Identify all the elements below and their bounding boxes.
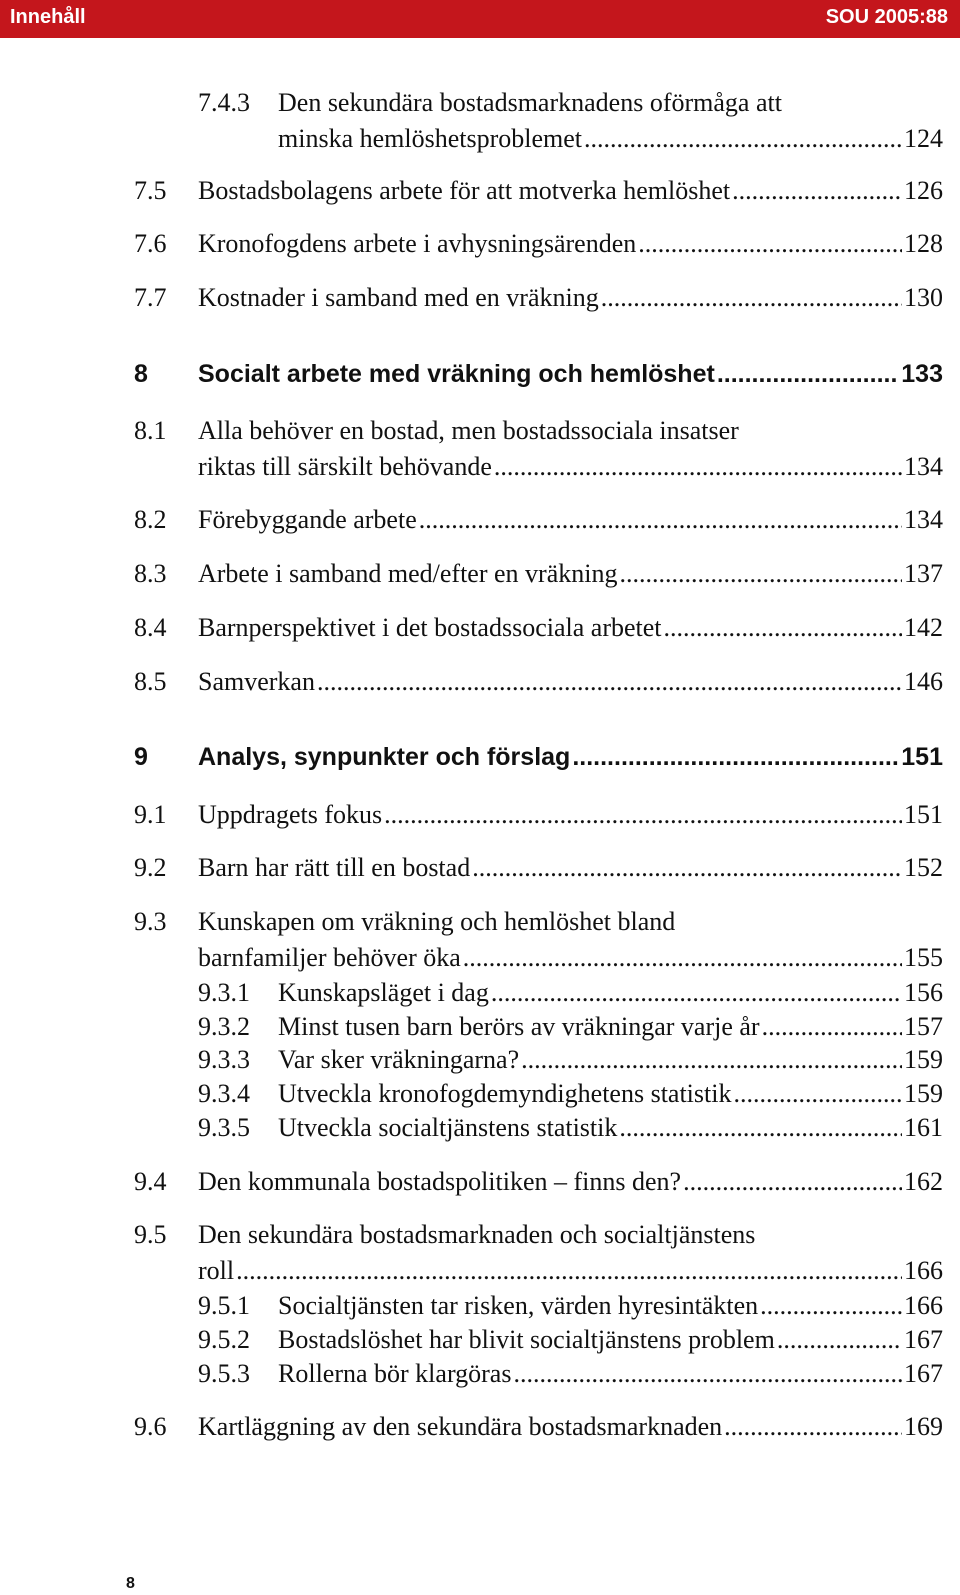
toc-entry-title: Kunskapsläget i dag	[278, 978, 489, 1007]
toc-entry-line	[278, 1113, 943, 1143]
dot-leader	[419, 505, 902, 535]
dot-leader	[584, 124, 902, 154]
dot-leader	[384, 800, 902, 830]
toc-entry-title: Minst tusen barn berörs av vräkningar varje år	[278, 1012, 760, 1041]
toc-entry-line	[198, 559, 943, 589]
header-section-label: Innehåll	[10, 6, 86, 28]
toc-entry-page: 155	[904, 943, 943, 972]
toc-entry-page: 133	[901, 360, 943, 388]
toc-entry-number: 7.5	[134, 176, 167, 205]
toc-entry-title: barnfamiljer behöver öka	[198, 943, 461, 972]
toc-entry-number: 9.5.3	[198, 1359, 250, 1388]
dot-leader	[572, 743, 899, 772]
dot-leader	[601, 283, 902, 313]
toc-entry-number: 9.3.4	[198, 1079, 250, 1108]
toc-entry-page: 159	[904, 1045, 943, 1074]
toc-entry-number: 9.3.3	[198, 1045, 250, 1074]
toc-entry-number: 9.5.1	[198, 1291, 250, 1320]
toc-entry-line	[198, 229, 943, 259]
toc-entry-title: Var sker vräkningarna?	[278, 1045, 520, 1074]
toc-entry-line	[198, 667, 943, 697]
dot-leader	[777, 1325, 902, 1355]
toc-entry-page: 167	[904, 1359, 943, 1388]
toc-entry-title: Uppdragets fokus	[198, 800, 383, 829]
toc-entry-page: 142	[904, 613, 943, 642]
toc-entry-title: Den kommunala bostadspolitiken – finns den?	[198, 1167, 682, 1196]
toc-entry-title: Utveckla socialtjänstens statistik	[278, 1113, 618, 1142]
toc-entry-line	[278, 1079, 943, 1109]
toc-entry-line	[198, 283, 943, 313]
toc-entry-page: 134	[904, 505, 943, 534]
toc-entry-page: 166	[904, 1291, 943, 1320]
toc-entry-number: 9.6	[134, 1412, 167, 1441]
toc-entry-title: Barnperspektivet i det bostadssociala arbetet	[198, 613, 662, 642]
toc-entry-title: Kronofogdens arbete i avhysningsärenden	[198, 229, 637, 258]
toc-entry-title: minska hemlöshetsproblemet	[278, 124, 583, 153]
toc-entry-number: 8.3	[134, 559, 167, 588]
dot-leader	[664, 613, 902, 643]
toc-entry-number: 8.5	[134, 667, 167, 696]
toc-entry-line	[198, 1256, 943, 1286]
toc-entry-number: 9	[134, 743, 148, 771]
toc-entry-page: 161	[904, 1113, 943, 1142]
toc-entry-page: 134	[904, 452, 943, 481]
toc-entry-line	[198, 1167, 943, 1197]
toc-entry-line	[278, 124, 943, 154]
page-header	[0, 0, 960, 38]
toc-entry-line	[278, 978, 943, 1008]
toc-entry-number: 8.2	[134, 505, 167, 534]
dot-leader	[236, 1256, 902, 1286]
toc-entry-line	[198, 743, 943, 772]
dot-leader	[683, 1167, 902, 1197]
toc-entry-number: 8	[134, 360, 148, 388]
toc-entry-line	[278, 1291, 943, 1321]
toc-entry-page: 167	[904, 1325, 943, 1354]
dot-leader	[494, 452, 902, 482]
toc-entry-title: roll	[198, 1256, 235, 1285]
toc-entry-page: 156	[904, 978, 943, 1007]
dot-leader	[491, 978, 902, 1008]
toc-entry-line	[198, 1412, 943, 1442]
dot-leader	[732, 176, 902, 206]
toc-entry-page: 151	[904, 800, 943, 829]
toc-entry-line	[198, 505, 943, 535]
toc-entry-number: 9.3	[134, 907, 167, 936]
dot-leader	[521, 1045, 902, 1075]
page-number: 8	[126, 1575, 135, 1592]
toc-entry-number: 9.2	[134, 853, 167, 882]
toc-entry-title-line: Den sekundära bostadsmarknadens oförmåga att	[278, 88, 782, 117]
toc-entry-title-line: Alla behöver en bostad, men bostadssociala insatser	[198, 416, 739, 445]
toc-entry-line	[198, 853, 943, 883]
toc-entry-line	[198, 943, 943, 973]
toc-entry-page: 169	[904, 1412, 943, 1441]
toc-entry-number: 9.3.2	[198, 1012, 250, 1041]
toc-entry-title: Bostadsbolagens arbete för att motverka hemlöshet	[198, 176, 731, 205]
toc-entry-title: Kartläggning av den sekundära bostadsmarknaden	[198, 1412, 723, 1441]
toc-entry-page: 162	[904, 1167, 943, 1196]
toc-entry-page: 128	[904, 229, 943, 258]
dot-leader	[619, 559, 902, 589]
toc-entry-number: 9.3.5	[198, 1113, 250, 1142]
toc-entry-number: 9.4	[134, 1167, 167, 1196]
toc-entry-title-line: Kunskapen om vräkning och hemlöshet bland	[198, 907, 676, 936]
toc-entry-line	[198, 360, 943, 389]
dot-leader	[463, 943, 902, 973]
toc-entry-line	[198, 176, 943, 206]
toc-entry-page: 159	[904, 1079, 943, 1108]
toc-entry-title: Barn har rätt till en bostad	[198, 853, 471, 882]
toc-entry-page: 130	[904, 283, 943, 312]
toc-entry-number: 8.4	[134, 613, 167, 642]
toc-entry-line	[198, 452, 943, 482]
toc-entry-title: Arbete i samband med/efter en vräkning	[198, 559, 618, 588]
toc-entry-page: 126	[904, 176, 943, 205]
toc-entry-title: Förebyggande arbete	[198, 505, 417, 534]
toc-entry-title: Bostadslöshet har blivit socialtjänstens problem	[278, 1325, 775, 1354]
toc-entry-title-line: Den sekundära bostadsmarknaden och socialtjänstens	[198, 1220, 756, 1249]
toc-entry-page: 151	[901, 743, 943, 771]
dot-leader	[762, 1012, 902, 1042]
toc-entry-title: Socialt arbete med vräkning och hemlöshet	[198, 360, 715, 388]
toc-entry-line	[278, 1045, 943, 1075]
dot-leader	[317, 667, 902, 697]
toc-entry-title: Samverkan	[198, 667, 315, 696]
toc-entry-line	[278, 1325, 943, 1355]
header-document-id: SOU 2005:88	[825, 6, 948, 28]
dot-leader	[513, 1359, 902, 1389]
toc-entry-title: riktas till särskilt behövande	[198, 452, 492, 481]
toc-entry-title: Socialtjänsten tar risken, värden hyresintäkten	[278, 1291, 759, 1320]
toc-entry-line	[278, 1012, 943, 1042]
toc-entry-number: 7.4.3	[198, 88, 250, 117]
dot-leader	[760, 1291, 902, 1321]
toc-entry-page: 157	[904, 1012, 943, 1041]
toc-entry-number: 7.6	[134, 229, 167, 258]
toc-entry-title: Rollerna bör klargöras	[278, 1359, 512, 1388]
toc-entry-number: 8.1	[134, 416, 167, 445]
toc-entry-title: Analys, synpunkter och förslag	[198, 743, 571, 771]
toc-entry-page: 137	[904, 559, 943, 588]
toc-entry-title: Utveckla kronofogdemyndighetens statistik	[278, 1079, 732, 1108]
toc-entry-title: Kostnader i samband med en vräkning	[198, 283, 599, 312]
toc-entry-page: 146	[904, 667, 943, 696]
toc-entry-line	[278, 1359, 943, 1389]
dot-leader	[619, 1113, 902, 1143]
dot-leader	[733, 1079, 902, 1109]
dot-leader	[717, 360, 899, 389]
dot-leader	[724, 1412, 902, 1442]
toc-entry-page: 124	[904, 124, 943, 153]
toc-entry-number: 9.5	[134, 1220, 167, 1249]
toc-entry-page: 166	[904, 1256, 943, 1285]
toc-entry-line	[198, 800, 943, 830]
toc-entry-line	[198, 613, 943, 643]
toc-entry-number: 9.3.1	[198, 978, 250, 1007]
toc-entry-number: 9.5.2	[198, 1325, 250, 1354]
toc-entry-number: 9.1	[134, 800, 167, 829]
toc-entry-page: 152	[904, 853, 943, 882]
toc-entry-number: 7.7	[134, 283, 167, 312]
dot-leader	[472, 853, 902, 883]
dot-leader	[638, 229, 902, 259]
